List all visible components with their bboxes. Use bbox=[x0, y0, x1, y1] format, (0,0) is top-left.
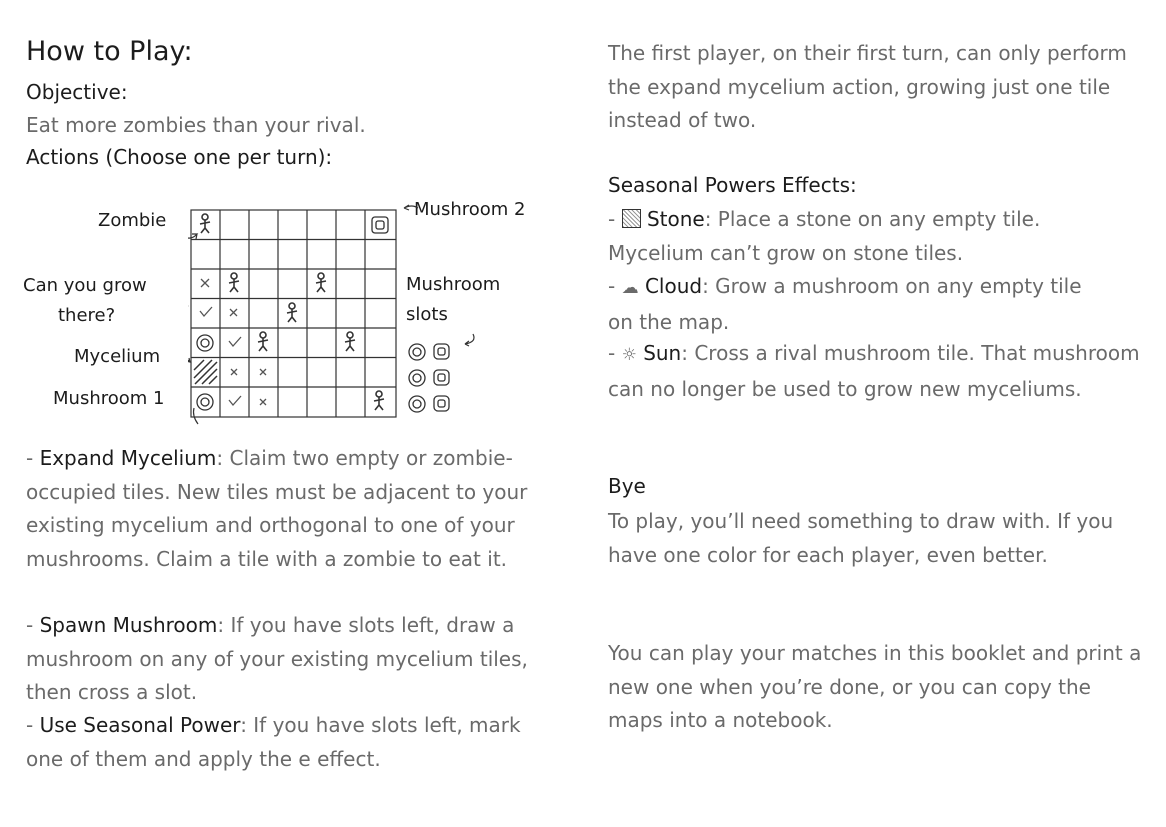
mycelium-hatch bbox=[194, 360, 217, 384]
power-text: : Cross a rival mushroom tile. That mushroom can no longer be used to grow new myceliums. bbox=[608, 341, 1140, 401]
power-title: Stone bbox=[646, 207, 705, 231]
cross-mark bbox=[260, 399, 266, 405]
zombie-arrow bbox=[188, 234, 197, 239]
label-zombie: Zombie bbox=[98, 210, 167, 231]
check-mark bbox=[229, 337, 241, 346]
action-use-seasonal-power: - Use Seasonal Power: If you have slots left, mark one of them and apply the e effect. bbox=[26, 713, 521, 771]
cross-mark bbox=[201, 279, 209, 287]
mushroom1-arrow bbox=[194, 408, 199, 424]
power-text: : Grow a mushroom on any empty tile on the map. bbox=[608, 274, 1082, 334]
actions-heading: Actions (Choose one per turn): bbox=[26, 145, 333, 169]
mycelium-arrow bbox=[188, 358, 190, 362]
stone-icon bbox=[622, 209, 641, 228]
label-mushroom-1: Mushroom 1 bbox=[53, 388, 165, 409]
action-expand-mycelium: - Expand Mycelium: Claim two empty or zombie-occupied tiles. New tiles must be adjacent to your existing mycelium and orthogonal to one of your mushrooms. Claim a tile with a zombie to eat it. bbox=[26, 446, 528, 571]
mushroom-slot-icons bbox=[409, 344, 449, 412]
action-spawn-mushroom: - Spawn Mushroom: If you have slots left, draw a mushroom on any of your existing mycelium tiles, then cross a slot. bbox=[26, 613, 528, 704]
zombie-icons bbox=[200, 214, 384, 410]
slots-arrow bbox=[465, 334, 474, 346]
objective-text: Eat more zombies than your rival. bbox=[26, 113, 366, 137]
page-title: How to Play: bbox=[26, 36, 193, 67]
zombie-icon bbox=[287, 303, 297, 322]
check-mark bbox=[229, 396, 241, 405]
label-mushroom-slots-line2: slots bbox=[406, 304, 448, 325]
action-text: : If you have slots left, mark one of them and apply the e effect. bbox=[26, 713, 521, 771]
label-can-grow-line1: Can you grow bbox=[23, 275, 147, 296]
seasonal-heading: Seasonal Powers Effects: bbox=[608, 173, 857, 197]
power-cloud: - ☁ Cloud: Grow a mushroom on any empty tile on the map. bbox=[608, 274, 1082, 334]
check-mark bbox=[200, 307, 212, 316]
zombie-icon bbox=[374, 391, 384, 410]
mushroom-2-icon bbox=[372, 217, 388, 233]
label-mycelium: Mycelium bbox=[74, 346, 161, 367]
action-title: Use Seasonal Power bbox=[39, 713, 241, 737]
action-text: : If you have slots left, draw a mushroom on any of your existing mycelium tiles, then cross a slot. bbox=[26, 613, 528, 704]
label-mushroom-slots-line1: Mushroom bbox=[406, 274, 501, 295]
cross-mark bbox=[260, 369, 266, 375]
mushroom2-arrow bbox=[404, 205, 418, 210]
power-stone: - Stone: Place a stone on any empty tile. Mycelium can’t grow on stone tiles. bbox=[608, 207, 1041, 265]
action-text: : Claim two empty or zombie-occupied tiles. New tiles must be adjacent to your existing mycelium and orthogonal to one of your mushrooms. Claim a tile with a zombie to eat it. bbox=[26, 446, 528, 571]
zombie-icon bbox=[316, 273, 326, 292]
first-turn-text: The first player, on their first turn, can only perform the expand mycelium action, growing just one tile instead of two. bbox=[608, 41, 1127, 132]
zombie-icon bbox=[345, 332, 355, 351]
label-can-grow-line2: there? bbox=[58, 305, 116, 326]
cross-mark bbox=[230, 309, 237, 316]
bye-heading: Bye bbox=[608, 474, 646, 498]
power-sun: - ☼ Sun: Cross a rival mushroom tile. That mushroom can no longer be used to grow new myceliums. bbox=[608, 341, 1140, 401]
action-title: Expand Mycelium bbox=[39, 446, 217, 470]
zombie-icon bbox=[229, 273, 239, 292]
power-title: Sun bbox=[643, 341, 682, 365]
label-mushroom-2: Mushroom 2 bbox=[414, 199, 526, 220]
cloud-icon: ☁ bbox=[621, 278, 639, 298]
cross-mark bbox=[231, 369, 237, 375]
objective-heading: Objective: bbox=[26, 80, 128, 104]
zombie-icon bbox=[200, 214, 210, 233]
sun-icon: ☼ bbox=[621, 345, 637, 365]
action-title: Spawn Mushroom bbox=[39, 613, 218, 637]
bye-text-1: To play, you’ll need something to draw with. If you have one color for each player, even better. bbox=[608, 509, 1114, 567]
example-board bbox=[188, 178, 488, 438]
power-text: : Place a stone on any empty tile. Mycelium can’t grow on stone tiles. bbox=[608, 207, 1041, 265]
bye-text-2: You can play your matches in this booklet and print a new one when you’re done, or you can copy the maps into a notebook. bbox=[608, 641, 1142, 732]
zombie-icon bbox=[258, 332, 268, 351]
power-title: Cloud bbox=[644, 274, 703, 298]
tile-marks bbox=[200, 279, 266, 405]
